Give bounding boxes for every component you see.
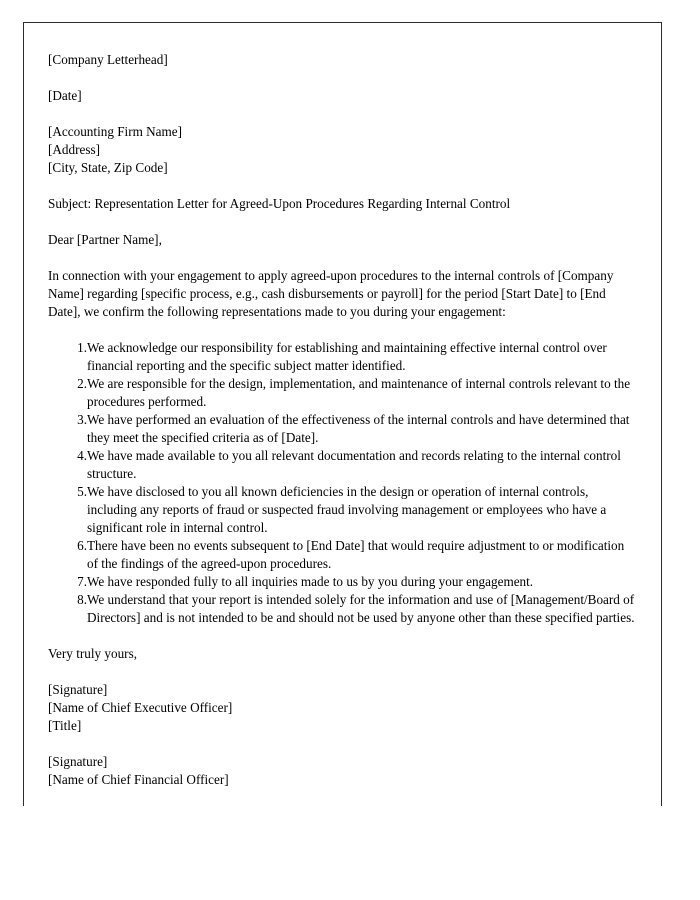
- representation-item-number: 5.: [77, 484, 87, 499]
- spacer: [48, 177, 637, 195]
- intro-paragraph: In connection with your engagement to apply agreed-upon procedures to the internal controls of [Company Name] regarding [specific process, e.g., cash disbursements or payroll] for the period [Start Date] to [End Date], we confirm the following representations made to you during your engagement:: [48, 268, 614, 319]
- representation-item: [48, 447, 637, 483]
- subject-block: [48, 195, 637, 213]
- closing-block: [48, 645, 637, 663]
- representation-item-text: There have been no events subsequent to [End Date] that would require adjustment to or modification of the findings of the agreed-upon procedures.: [87, 538, 625, 571]
- representation-item-text: We understand that your report is intended solely for the information and use of [Management/Board of Directors] and is not intended to be and should not be used by anyone other than these specified parties.: [87, 592, 635, 625]
- signature-placeholder-cfo: [Signature]: [48, 754, 108, 769]
- signature-block-ceo: [48, 681, 637, 735]
- representation-item-text: We have made available to you all relevant documentation and records relating to the internal control structure.: [87, 448, 621, 481]
- closing-salutation: Very truly yours,: [48, 646, 138, 661]
- signer-name-cfo: [Name of Chief Financial Officer]: [48, 772, 229, 787]
- document-sheet: [23, 22, 662, 806]
- letterhead-block: [48, 51, 637, 69]
- salutation: Dear [Partner Name],: [48, 232, 162, 247]
- letter-date: [Date]: [48, 88, 82, 103]
- signature-block-cfo: [48, 753, 637, 789]
- representation-item-number: 3.: [77, 412, 87, 427]
- spacer: [48, 663, 637, 681]
- representation-item-text: We acknowledge our responsibility for establishing and maintaining effective internal control over financial reporting and the specific subject matter identified.: [87, 340, 607, 373]
- representation-item-text: We have performed an evaluation of the effectiveness of the internal controls and have determined that they meet the specified criteria as of [Date].: [87, 412, 630, 445]
- recipient-city-state-zip: [City, State, Zip Code]: [48, 160, 168, 175]
- representation-item: [48, 339, 637, 375]
- representation-item-number: 1.: [77, 340, 87, 355]
- spacer: [48, 249, 637, 267]
- representation-item: [48, 375, 637, 411]
- representations-list-wrapper: [48, 339, 637, 627]
- document-body: [48, 51, 637, 789]
- intro-paragraph-block: [48, 267, 637, 321]
- recipient-firm-name: [Accounting Firm Name]: [48, 124, 183, 139]
- representation-item: [48, 411, 637, 447]
- representation-item-text: We have responded fully to all inquiries made to us by you during your engagement.: [87, 574, 534, 589]
- spacer: [48, 213, 637, 231]
- salutation-block: [48, 231, 637, 249]
- subject-line: Subject: Representation Letter for Agreed-Upon Procedures Regarding Internal Control: [48, 196, 511, 211]
- recipient-address: [Address]: [48, 142, 101, 157]
- representation-item-number: 7.: [77, 574, 87, 589]
- signer-name-ceo: [Name of Chief Executive Officer]: [48, 700, 233, 715]
- signer-title-ceo: [Title]: [48, 718, 82, 733]
- representation-item: [48, 483, 637, 537]
- company-letterhead: [Company Letterhead]: [48, 52, 168, 67]
- representation-item-number: 2.: [77, 376, 87, 391]
- signature-placeholder-ceo: [Signature]: [48, 682, 108, 697]
- representation-item-text: We have disclosed to you all known deficiencies in the design or operation of internal controls, including any reports of fraud or suspected fraud involving management or employees who have a significant role in internal control.: [87, 484, 607, 535]
- representation-item-text: We are responsible for the design, implementation, and maintenance of internal controls relevant to the procedures performed.: [87, 376, 631, 409]
- spacer: [48, 321, 637, 339]
- spacer: [48, 69, 637, 87]
- representation-item-number: 4.: [77, 448, 87, 463]
- representations-list: [48, 339, 637, 627]
- date-block: [48, 87, 637, 105]
- representation-item: [48, 591, 637, 627]
- spacer: [48, 105, 637, 123]
- spacer: [48, 627, 637, 645]
- recipient-address-block: [48, 123, 637, 177]
- spacer: [48, 735, 637, 753]
- representation-item-number: 6.: [77, 538, 87, 553]
- representation-item: [48, 537, 637, 573]
- representation-item: [48, 573, 637, 591]
- representation-item-number: 8.: [77, 592, 87, 607]
